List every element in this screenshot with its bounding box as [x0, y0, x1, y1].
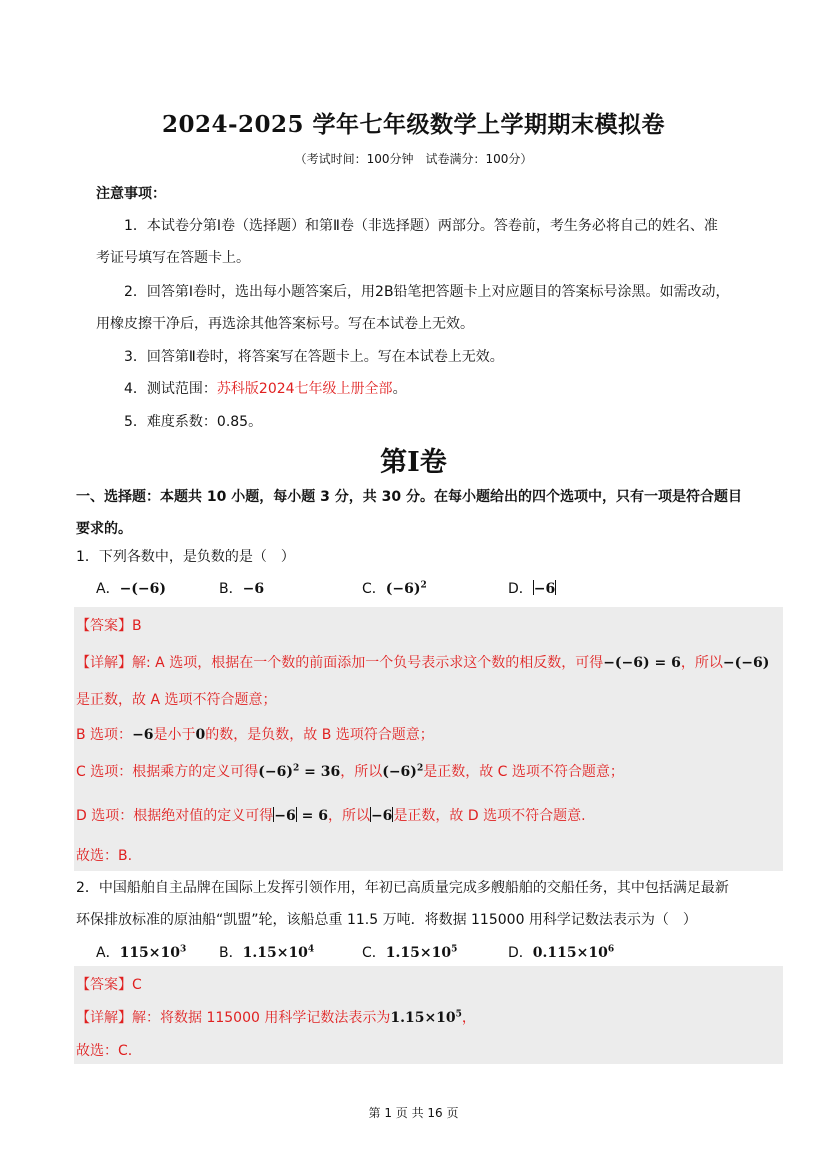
q2-option-a: A．$115\times 10^3$	[96, 944, 187, 961]
q2-option-d: D．$0.115\times 10^6$	[508, 944, 615, 961]
q1-detail-line-2: 是正数，故 A 选项不符合题意；	[76, 692, 277, 708]
q2-answer: 【答案】C	[76, 977, 142, 993]
q2-conclusion: 故选：C.	[76, 1043, 133, 1059]
notice-item-2-line-2: 用橡皮擦干净后，再选涂其他答案标号。写在本试卷上无效。	[96, 316, 474, 332]
q2-stem-line-2: 环保排放标准的原油船“凯盟”轮，该船总重 11.5 万吨．将数据 115000 用科学记数法表示为（ ）	[76, 912, 697, 928]
q1-answer: 【答案】B	[76, 618, 142, 634]
q1-detail-c: C 选项：根据乘方的定义可得$(-6)^2 = 36$，所以$(-6)^2$是正数，故 C 选项不符合题意；	[76, 763, 624, 780]
notice-item-3: 3．回答第Ⅱ卷时，将答案写在答题卡上。写在本试卷上无效。	[124, 349, 504, 365]
q1-detail-d: D 选项：根据绝对值的定义可得−6 = 6，所以−6是正数，故 D 选项不符合题意.	[76, 808, 586, 824]
notice-item-5: 5．难度系数：0.85。	[124, 414, 263, 430]
q1-detail-line-1: 【详解】解: A 选项，根据在一个数的前面添加一个负号表示求这个数的相反数，可得−(−6) = 6，所以−(−6)	[76, 655, 770, 671]
q1-option-a: A．−(−6)	[96, 581, 167, 597]
part1-heading-line-1: 一、选择题：本题共 10 小题，每小题 3 分，共 30 分。在每小题给出的四个选项中，只有一项是符合题目	[76, 489, 742, 505]
notice-item-4-prefix: 4．测试范围：	[124, 381, 217, 397]
q2-stem-line-1: 2．中国船舶自主品牌在国际上发挥引领作用，年初已高质量完成多艘船舶的交船任务，其中包括满足最新	[76, 880, 729, 896]
q1-conclusion: 故选：B.	[76, 848, 133, 864]
part1-heading-line-2: 要求的。	[76, 521, 132, 537]
q2-option-c: C．$1.15\times 10^5$	[362, 944, 458, 961]
notice-item-1-line-1: 1．本试卷分第Ⅰ卷（选择题）和第Ⅱ卷（非选择题）两部分。答卷前，考生务必将自己的姓名、准	[124, 218, 718, 234]
q2-detail: 【详解】解：将数据 115000 用科学记数法表示为$1.15\times 10^5$，	[76, 1009, 476, 1026]
notice-item-1-line-2: 考证号填写在答题卡上。	[96, 250, 250, 266]
notice-item-4-suffix: 。	[392, 381, 407, 397]
section-title: 第Ⅰ卷	[380, 447, 447, 478]
page-footer: 第 1 页 共 16 页	[368, 1106, 459, 1120]
q1-detail-b: B 选项：−6是小于0的数，是负数，故 B 选项符合题意；	[76, 727, 434, 743]
exam-title: 2024-2025 学年七年级数学上学期期末模拟卷	[161, 111, 666, 138]
q1-stem: 1．下列各数中，是负数的是（ ）	[76, 549, 295, 565]
notice-heading: 注意事项：	[96, 186, 166, 202]
q1-option-c: C．$(-6)^2$	[362, 580, 427, 597]
exam-subtitle: （考试时间：100分钟 试卷满分：100分）	[294, 152, 533, 166]
notice-item-2-line-1: 2．回答第Ⅰ卷时，选出每小题答案后，用2B铅笔把答题卡上对应题目的答案标号涂黑。如需改动，	[124, 284, 730, 300]
q1-option-b: B．−6	[219, 581, 265, 597]
notice-item-4	[124, 378, 407, 398]
notice-item-4-scope: 苏科版2024七年级上册全部	[216, 381, 393, 397]
q2-option-b: B．$1.15\times 10^4$	[219, 944, 315, 961]
q1-option-d: D．−6	[508, 581, 556, 597]
